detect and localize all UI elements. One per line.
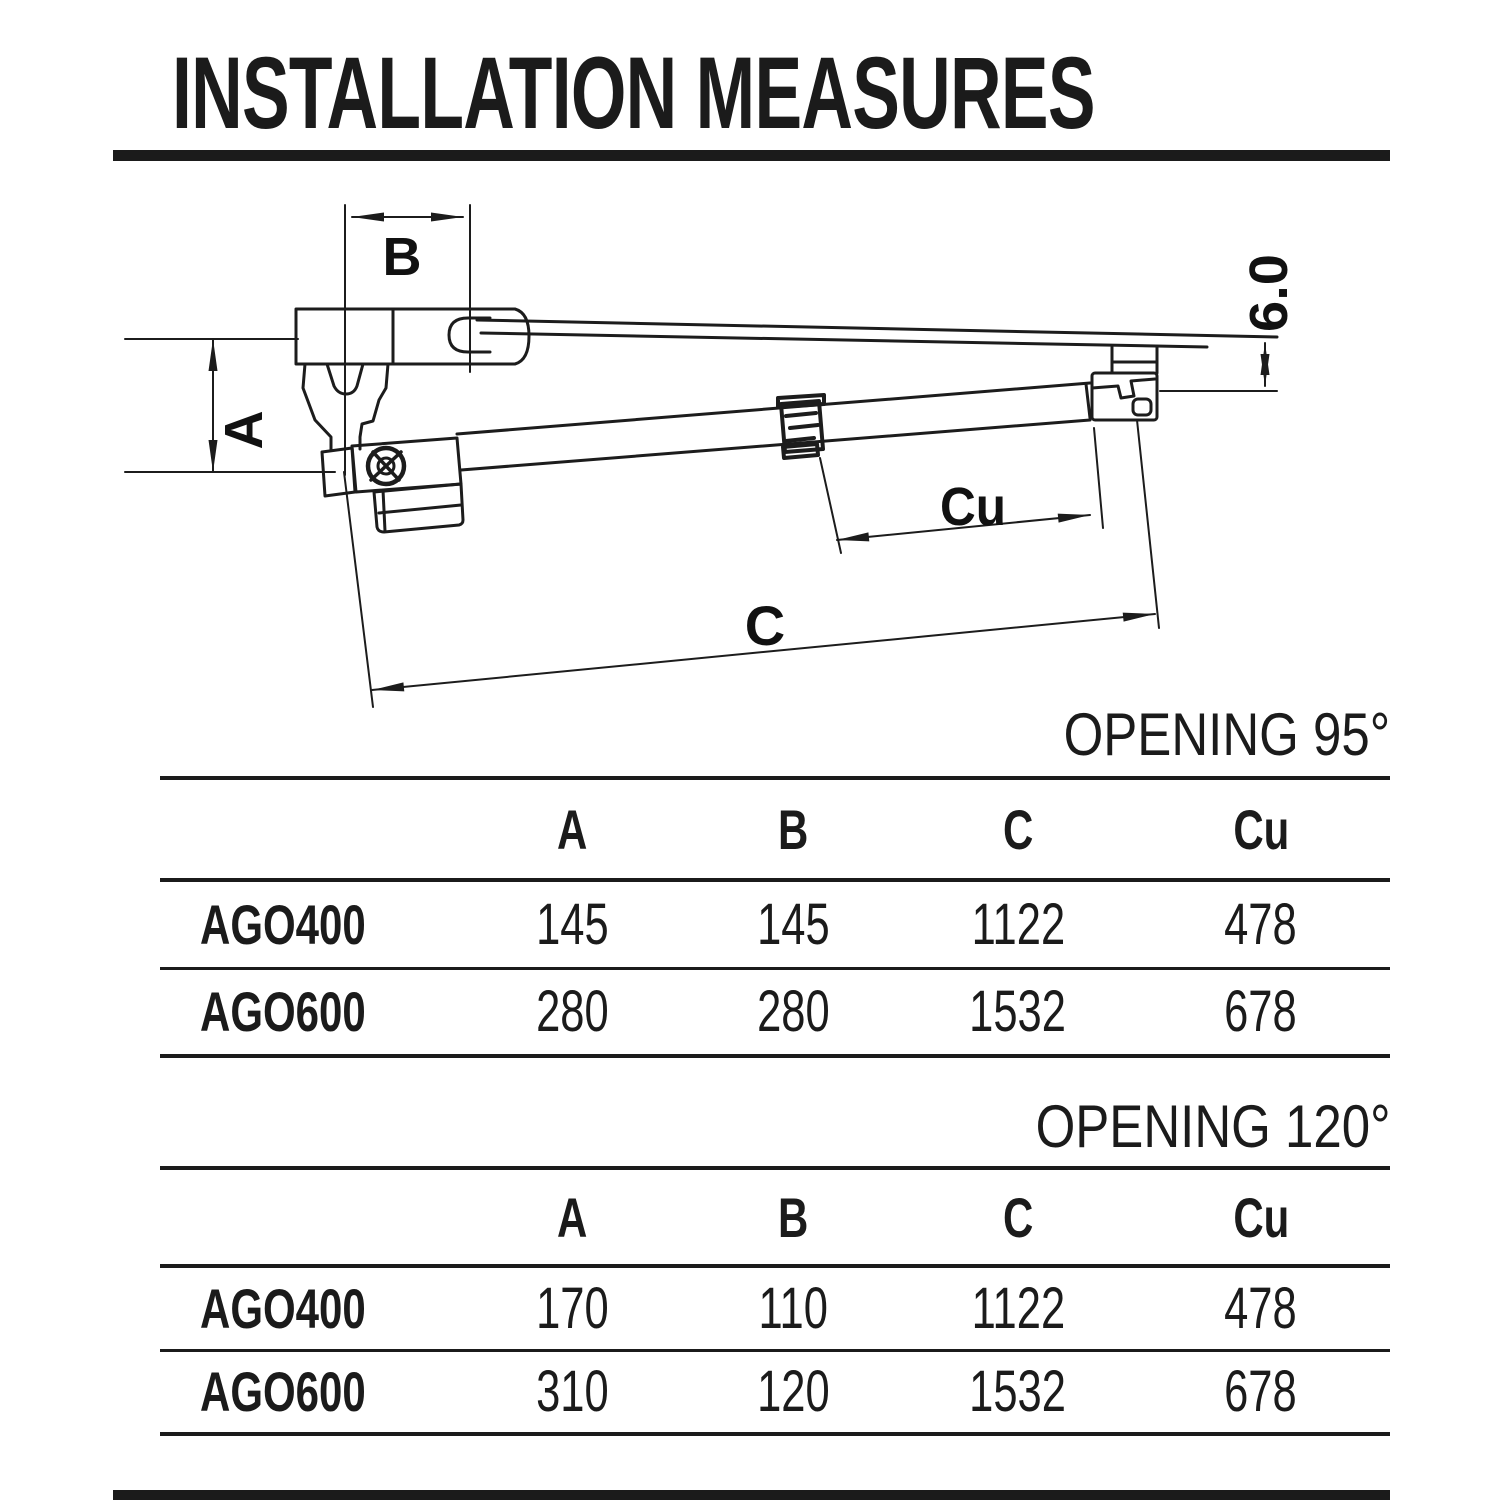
col-header-b: B bbox=[778, 1185, 809, 1249]
model-header-cell bbox=[160, 1168, 461, 1266]
pillar-bracket bbox=[296, 309, 529, 449]
arm-clamp bbox=[778, 395, 824, 458]
value-cell-a: 170 bbox=[535, 1275, 609, 1341]
gate-rail bbox=[477, 320, 1277, 347]
table-header-row bbox=[160, 1168, 1390, 1266]
col-header-c: C bbox=[1002, 1185, 1034, 1249]
value-cell-cu: 678 bbox=[1224, 1359, 1298, 1425]
model-cell: AGO600 bbox=[200, 1360, 366, 1424]
value-cell-c: 1122 bbox=[971, 1275, 1065, 1341]
dimension-thickness bbox=[1160, 254, 1299, 391]
page-title: INSTALLATION MEASURES bbox=[172, 36, 1095, 150]
table-header-row bbox=[160, 778, 1390, 880]
value-cell-c: 1122 bbox=[971, 891, 1065, 957]
opening-95-table bbox=[160, 776, 1390, 1058]
table-row bbox=[160, 1350, 1390, 1434]
col-header-a: A bbox=[556, 797, 588, 861]
table-row bbox=[160, 880, 1390, 968]
dim-cu-label: Cu bbox=[940, 477, 1006, 537]
opening-95-heading: OPENING 95° bbox=[1063, 701, 1390, 768]
value-cell-c: 1532 bbox=[969, 979, 1067, 1045]
title-rule bbox=[113, 150, 1390, 161]
dimension-a bbox=[125, 339, 335, 472]
dimension-c bbox=[344, 420, 1159, 707]
table-row bbox=[160, 968, 1390, 1056]
value-cell-a: 310 bbox=[535, 1359, 609, 1425]
dim-a-label: A bbox=[214, 410, 274, 450]
value-cell-c: 1532 bbox=[969, 1359, 1067, 1425]
col-header-cu: Cu bbox=[1232, 797, 1289, 861]
value-cell-a: 145 bbox=[535, 891, 609, 957]
dimension-b bbox=[345, 205, 470, 475]
dim-c-label: C bbox=[744, 594, 786, 657]
col-header-cu: Cu bbox=[1232, 1185, 1289, 1249]
motor-unit bbox=[322, 438, 463, 532]
value-cell-cu: 478 bbox=[1224, 1275, 1298, 1341]
value-cell-b: 280 bbox=[757, 979, 830, 1045]
dimension-cu bbox=[820, 428, 1103, 553]
dim-b-label: B bbox=[382, 227, 422, 287]
model-cell: AGO600 bbox=[200, 980, 366, 1044]
dim-thickness-label: 6.0 bbox=[1239, 256, 1299, 332]
opening-120-table bbox=[160, 1166, 1390, 1436]
value-cell-b: 120 bbox=[757, 1359, 830, 1425]
installation-diagram bbox=[0, 165, 1500, 715]
value-cell-cu: 678 bbox=[1224, 979, 1298, 1045]
col-header-c: C bbox=[1002, 797, 1034, 861]
value-cell-b: 110 bbox=[758, 1275, 829, 1341]
opening-120-heading: OPENING 120° bbox=[1035, 1093, 1390, 1160]
value-cell-cu: 478 bbox=[1224, 891, 1298, 957]
model-cell: AGO400 bbox=[200, 892, 366, 956]
gate-bracket bbox=[1092, 347, 1157, 420]
table-row bbox=[160, 1266, 1390, 1350]
actuator-arm bbox=[457, 383, 1090, 470]
col-header-a: A bbox=[556, 1185, 588, 1249]
model-header-cell bbox=[160, 778, 461, 880]
model-cell: AGO400 bbox=[200, 1276, 366, 1340]
value-cell-b: 145 bbox=[757, 891, 830, 957]
value-cell-a: 280 bbox=[535, 979, 609, 1045]
bottom-rule bbox=[113, 1490, 1390, 1500]
col-header-b: B bbox=[778, 797, 809, 861]
